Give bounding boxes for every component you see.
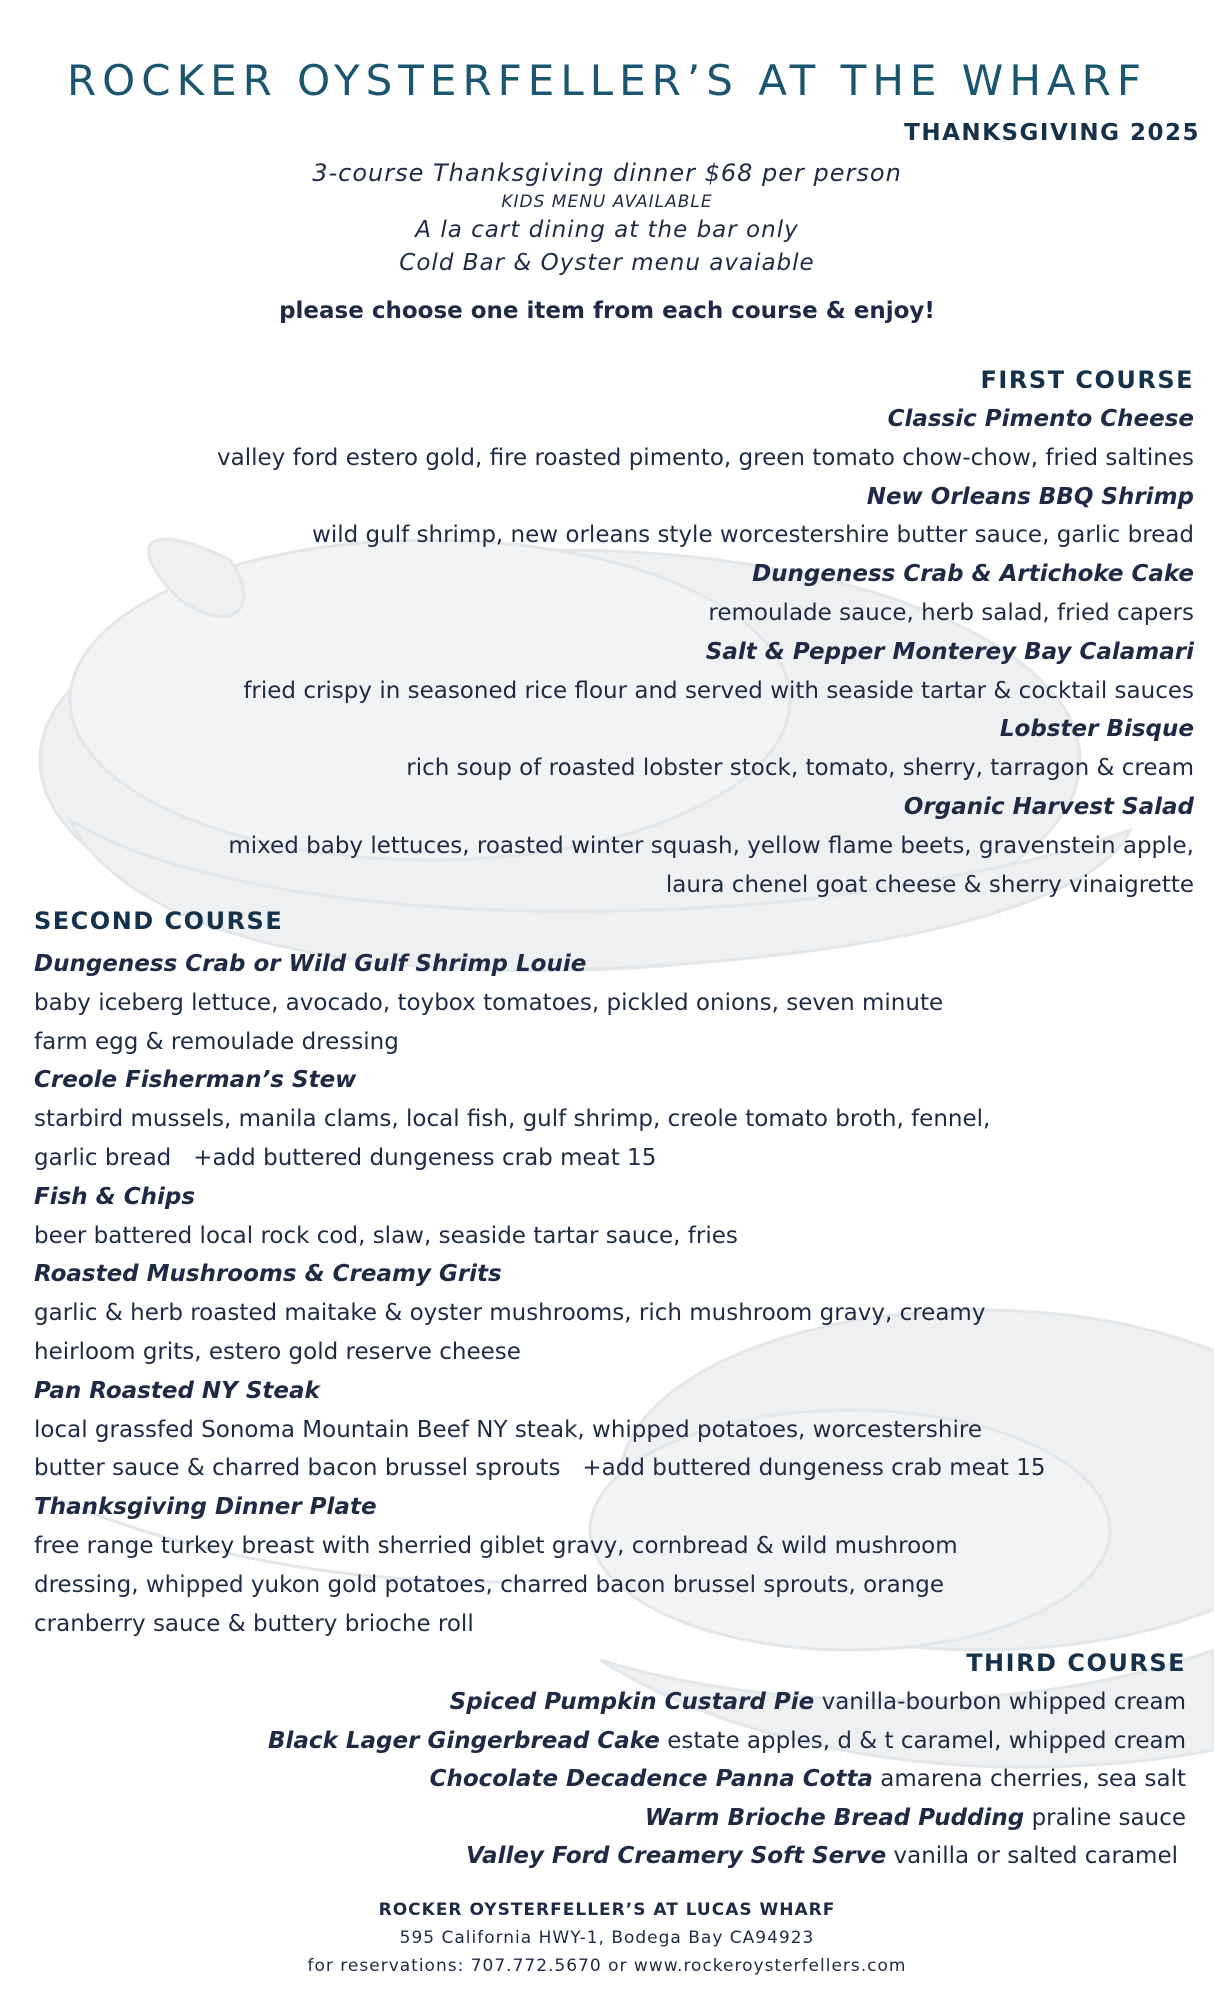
- menu-item-description: garlic & herb roasted maitake & oyster mushrooms, rich mushroom gravy, creamy: [34, 1300, 986, 1327]
- menu-item-description: wild gulf shrimp, new orleans style worcestershire butter sauce, garlic bread: [312, 522, 1194, 549]
- restaurant-title: ROCKER OYSTERFELLER’S AT THE WHARF: [67, 56, 1147, 105]
- menu-item-description: mixed baby lettuces, roasted winter squash, yellow flame beets, gravenstein apple,: [228, 832, 1194, 859]
- menu-item-description: amarena cherries, sea salt: [880, 1766, 1186, 1793]
- menu-item-name: Roasted Mushrooms & Creamy Grits: [34, 1261, 502, 1288]
- footer-reservations: for reservations: 707.772.5670 or www.rockeroysterfellers.com: [307, 1956, 907, 1976]
- kids-menu-line: KIDS MENU AVAILABLE: [501, 192, 713, 212]
- menu-item-name: Classic Pimento Cheese: [887, 406, 1194, 432]
- menu-item-description: cranberry sauce & buttery brioche roll: [34, 1610, 474, 1637]
- menu-item-name: Dungeness Crab & Artichoke Cake: [752, 561, 1194, 588]
- menu-item-description: baby iceberg lettuce, avocado, toybox tomatoes, pickled onions, seven minute: [34, 989, 944, 1016]
- menu-item-description: remoulade sauce, herb salad, fried capers: [708, 599, 1194, 626]
- menu-item-description: valley ford estero gold, fire roasted pimento, green tomato chow-chow, fried saltines: [217, 444, 1194, 471]
- third-course-heading: THIRD COURSE: [966, 1649, 1186, 1677]
- menu-item-description: heirloom grits, estero gold reserve cheese: [34, 1338, 521, 1365]
- menu-item-description: rich soup of roasted lobster stock, tomato, sherry, tarragon & cream: [406, 755, 1194, 782]
- menu-item-name: Fish & Chips: [34, 1183, 196, 1210]
- cold-bar-line: Cold Bar & Oyster menu avaiable: [399, 250, 815, 276]
- instruction-text: please choose one item from each course & enjoy!: [279, 298, 935, 324]
- menu-item-description: dressing, whipped yukon gold potatoes, charred bacon brussel sprouts, orange: [34, 1571, 945, 1598]
- menu-item-description: garlic bread +add buttered dungeness crab meat 15: [34, 1144, 657, 1171]
- menu-item-description: butter sauce & charred bacon brussel sprouts +add buttered dungeness crab meat 15: [34, 1455, 1046, 1482]
- dessert-item: [20, 1683, 1186, 1722]
- menu-item-description: beer battered local rock cod, slaw, seaside tartar sauce, fries: [34, 1222, 738, 1249]
- menu-item-name: Lobster Bisque: [999, 716, 1194, 743]
- footer-restaurant-name: ROCKER OYSTERFELLER’S AT LUCAS WHARF: [378, 1900, 836, 1920]
- menu-item-name: Chocolate Decadence Panna Cotta: [429, 1766, 873, 1793]
- menu-item-description: free range turkey breast with sherried giblet gravy, cornbread & wild mushroom: [34, 1532, 958, 1559]
- season-heading: THANKSGIVING 2025: [904, 120, 1200, 146]
- menu-item-description: vanilla or salted caramel: [893, 1843, 1178, 1870]
- bar-dining-line: A la cart dining at the bar only: [415, 217, 799, 243]
- menu-item-name: Pan Roasted NY Steak: [34, 1377, 320, 1404]
- menu-item-description: fried crispy in seasoned rice flour and served with seaside tartar & cocktail sauces: [243, 677, 1194, 704]
- menu-item-name: New Orleans BBQ Shrimp: [866, 483, 1194, 510]
- third-course-section: [20, 1644, 1186, 1876]
- dessert-item: [20, 1760, 1186, 1799]
- dessert-item: [20, 1722, 1186, 1761]
- price-line: 3-course Thanksgiving dinner $68 per person: [312, 159, 902, 187]
- menu-item-description: farm egg & remoulade dressing: [34, 1028, 399, 1055]
- menu-item-name: Dungeness Crab or Wild Gulf Shrimp Louie: [34, 951, 587, 977]
- dessert-item: [20, 1837, 1186, 1876]
- menu-item-description: estate apples, d & t caramel, whipped cream: [667, 1727, 1186, 1754]
- dessert-item: [20, 1799, 1186, 1838]
- second-course-section: [34, 902, 1184, 1643]
- menu-item-description: praline sauce: [1031, 1804, 1186, 1831]
- menu-item-description: laura chenel goat cheese & sherry vinaigrette: [665, 871, 1194, 898]
- menu-item-name: Salt & Pepper Monterey Bay Calamari: [705, 638, 1194, 665]
- menu-item-description: starbird mussels, manila clams, local fish, gulf shrimp, creole tomato broth, fennel,: [34, 1106, 991, 1133]
- menu-item-name: Spiced Pumpkin Custard Pie: [449, 1689, 815, 1715]
- intro-block: [0, 156, 1214, 280]
- menu-item-description: vanilla-bourbon whipped cream: [821, 1689, 1186, 1715]
- menu-item-name: Creole Fisherman’s Stew: [34, 1067, 357, 1094]
- menu-item-name: Black Lager Gingerbread Cake: [268, 1727, 660, 1754]
- menu-item-name: Warm Brioche Bread Pudding: [644, 1804, 1025, 1831]
- second-course-heading: SECOND COURSE: [34, 907, 284, 935]
- menu-item-name: Thanksgiving Dinner Plate: [34, 1494, 377, 1521]
- first-course-section: [20, 361, 1194, 904]
- footer-address: 595 California HWY-1, Bodega Bay CA94923: [399, 1928, 815, 1948]
- footer: [0, 1896, 1214, 1980]
- menu-item-name: Organic Harvest Salad: [903, 793, 1194, 820]
- first-course-heading: FIRST COURSE: [980, 366, 1194, 394]
- menu-item-description: local grassfed Sonoma Mountain Beef NY steak, whipped potatoes, worcestershire: [34, 1416, 982, 1443]
- menu-item-name: Valley Ford Creamery Soft Serve: [466, 1843, 887, 1870]
